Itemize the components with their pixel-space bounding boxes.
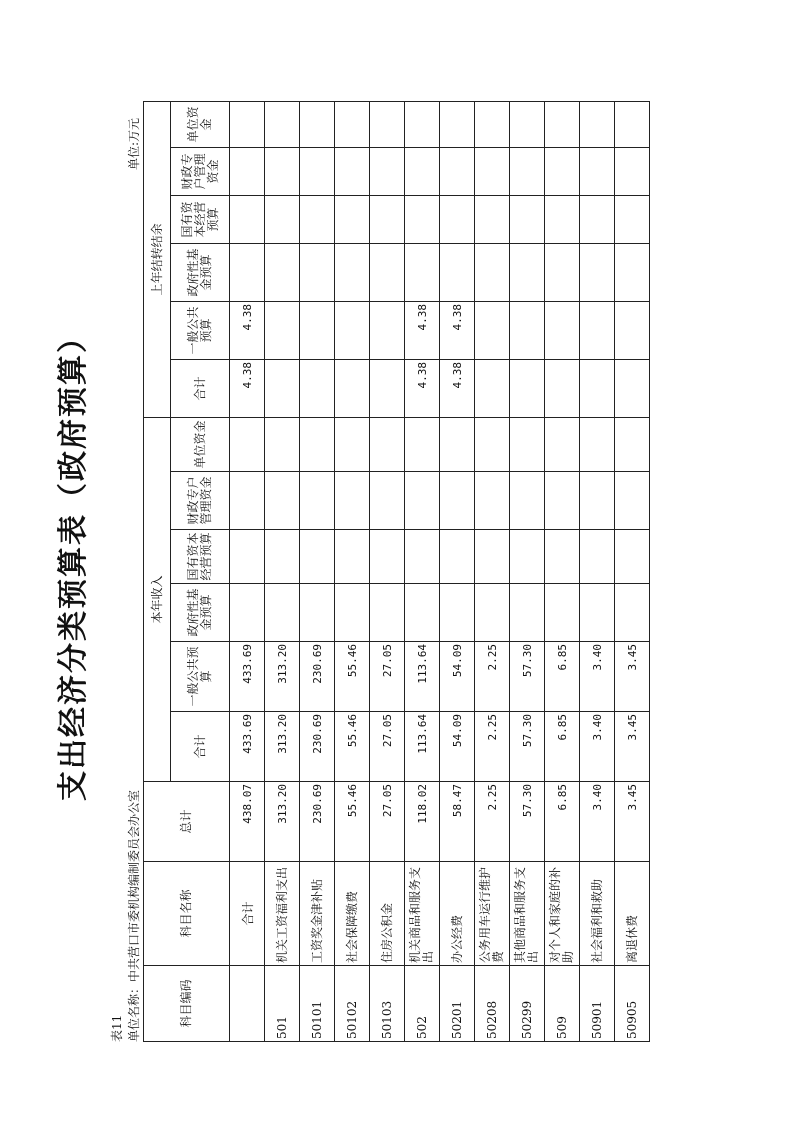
row-current-special-account bbox=[300, 472, 335, 530]
row-current-general: 433.69 bbox=[230, 642, 265, 712]
unit-name: 单位名称：中共营口市委机构编制委员会办公室 bbox=[127, 789, 141, 1042]
row-carry-unit-funds bbox=[510, 101, 545, 147]
row-current-special-account bbox=[545, 472, 580, 530]
row-name: 工资奖金津补贴 bbox=[300, 862, 335, 966]
row-carry-fund bbox=[545, 243, 580, 301]
row-carry-special-account bbox=[230, 147, 265, 195]
row-total: 57.30 bbox=[510, 782, 545, 862]
row-carry-fund bbox=[230, 243, 265, 301]
table-row bbox=[580, 101, 615, 1041]
row-current-general: 113.64 bbox=[405, 642, 440, 712]
row-carry-unit-funds bbox=[370, 101, 405, 147]
table-row bbox=[615, 101, 650, 1041]
row-code: 50299 bbox=[510, 966, 545, 1042]
header-carry-total: 合计 bbox=[171, 359, 230, 417]
row-carry-fund bbox=[405, 243, 440, 301]
row-current-fund bbox=[615, 584, 650, 642]
row-current-state-capital bbox=[335, 530, 370, 584]
row-name: 离退休费 bbox=[615, 862, 650, 966]
row-current-total: 313.20 bbox=[265, 712, 300, 782]
row-carry-fund bbox=[300, 243, 335, 301]
row-carry-state-capital bbox=[545, 195, 580, 243]
row-carry-total bbox=[475, 359, 510, 417]
header-carry-general: 一般公共预算 bbox=[171, 301, 230, 359]
row-carry-general bbox=[580, 301, 615, 359]
row-current-special-account bbox=[370, 472, 405, 530]
row-current-unit-funds bbox=[405, 417, 440, 471]
row-current-special-account bbox=[265, 472, 300, 530]
row-name: 社会保障缴费 bbox=[335, 862, 370, 966]
row-code: 50905 bbox=[615, 966, 650, 1042]
row-carry-total bbox=[545, 359, 580, 417]
row-current-state-capital bbox=[405, 530, 440, 584]
row-current-fund bbox=[265, 584, 300, 642]
row-carry-total bbox=[510, 359, 545, 417]
row-carry-unit-funds bbox=[545, 101, 580, 147]
budget-table bbox=[143, 101, 650, 1042]
row-current-general: 2.25 bbox=[475, 642, 510, 712]
table-row bbox=[230, 101, 265, 1041]
row-current-total: 55.46 bbox=[335, 712, 370, 782]
row-current-special-account bbox=[510, 472, 545, 530]
header-name: 科目名称 bbox=[144, 862, 230, 966]
row-current-fund bbox=[580, 584, 615, 642]
row-carry-state-capital bbox=[580, 195, 615, 243]
row-current-unit-funds bbox=[370, 417, 405, 471]
row-carry-special-account bbox=[475, 147, 510, 195]
row-current-total: 57.30 bbox=[510, 712, 545, 782]
row-current-total: 3.40 bbox=[580, 712, 615, 782]
row-current-unit-funds bbox=[335, 417, 370, 471]
row-current-fund bbox=[370, 584, 405, 642]
row-current-state-capital bbox=[300, 530, 335, 584]
row-total: 6.85 bbox=[545, 782, 580, 862]
row-carry-unit-funds bbox=[615, 101, 650, 147]
row-current-state-capital bbox=[440, 530, 475, 584]
row-current-state-capital bbox=[265, 530, 300, 584]
row-total: 27.05 bbox=[370, 782, 405, 862]
row-current-total: 230.69 bbox=[300, 712, 335, 782]
row-current-general: 313.20 bbox=[265, 642, 300, 712]
header-current-total: 合计 bbox=[171, 712, 230, 782]
table-row bbox=[265, 101, 300, 1041]
table-row bbox=[405, 101, 440, 1041]
row-total: 58.47 bbox=[440, 782, 475, 862]
row-name: 社会福利和救助 bbox=[580, 862, 615, 966]
row-carry-special-account bbox=[510, 147, 545, 195]
row-current-state-capital bbox=[370, 530, 405, 584]
table-row bbox=[510, 101, 545, 1041]
header-carry-fund: 政府性基金预算 bbox=[171, 243, 230, 301]
row-carry-fund bbox=[335, 243, 370, 301]
row-carry-state-capital bbox=[265, 195, 300, 243]
row-name: 住房公积金 bbox=[370, 862, 405, 966]
row-carry-fund bbox=[475, 243, 510, 301]
row-carry-state-capital bbox=[300, 195, 335, 243]
row-carry-special-account bbox=[300, 147, 335, 195]
row-carry-special-account bbox=[440, 147, 475, 195]
row-current-general: 27.05 bbox=[370, 642, 405, 712]
row-name: 对个人和家庭的补助 bbox=[545, 862, 580, 966]
row-carry-total bbox=[615, 359, 650, 417]
row-total: 3.45 bbox=[615, 782, 650, 862]
row-name: 办公经费 bbox=[440, 862, 475, 966]
row-current-unit-funds bbox=[265, 417, 300, 471]
row-carry-general bbox=[370, 301, 405, 359]
row-carry-unit-funds bbox=[230, 101, 265, 147]
row-current-general: 57.30 bbox=[510, 642, 545, 712]
table-row bbox=[335, 101, 370, 1041]
row-current-total: 6.85 bbox=[545, 712, 580, 782]
row-current-general: 230.69 bbox=[300, 642, 335, 712]
row-current-fund bbox=[230, 584, 265, 642]
row-carry-general bbox=[615, 301, 650, 359]
row-carry-general: 4.38 bbox=[440, 301, 475, 359]
table-row bbox=[545, 101, 580, 1041]
row-carry-total: 4.38 bbox=[230, 359, 265, 417]
row-name: 合计 bbox=[230, 862, 265, 966]
row-carry-state-capital bbox=[510, 195, 545, 243]
row-carry-unit-funds bbox=[335, 101, 370, 147]
row-current-fund bbox=[440, 584, 475, 642]
row-current-total: 2.25 bbox=[475, 712, 510, 782]
row-carry-unit-funds bbox=[580, 101, 615, 147]
row-current-special-account bbox=[615, 472, 650, 530]
row-carry-total: 4.38 bbox=[440, 359, 475, 417]
row-code: 50208 bbox=[475, 966, 510, 1042]
row-carry-state-capital bbox=[405, 195, 440, 243]
table-row bbox=[370, 101, 405, 1041]
row-carry-unit-funds bbox=[440, 101, 475, 147]
header-current-year: 本年收入 bbox=[144, 417, 171, 781]
row-carry-unit-funds bbox=[475, 101, 510, 147]
header-carry-state-capital: 国有资本经营预算 bbox=[171, 195, 230, 243]
row-current-total: 433.69 bbox=[230, 712, 265, 782]
row-code: 50101 bbox=[300, 966, 335, 1042]
row-code: 50901 bbox=[580, 966, 615, 1042]
row-carry-general bbox=[475, 301, 510, 359]
table-row bbox=[300, 101, 335, 1041]
row-carry-special-account bbox=[405, 147, 440, 195]
row-carry-special-account bbox=[545, 147, 580, 195]
row-current-fund bbox=[300, 584, 335, 642]
header-carry-unit-funds: 单位资金 bbox=[171, 101, 230, 147]
header-current-fund: 政府性基金预算 bbox=[171, 584, 230, 642]
row-current-state-capital bbox=[545, 530, 580, 584]
row-carry-unit-funds bbox=[265, 101, 300, 147]
row-carry-state-capital bbox=[440, 195, 475, 243]
row-current-fund bbox=[335, 584, 370, 642]
row-carry-state-capital bbox=[230, 195, 265, 243]
row-current-unit-funds bbox=[615, 417, 650, 471]
row-carry-fund bbox=[580, 243, 615, 301]
row-total: 118.02 bbox=[405, 782, 440, 862]
row-carry-state-capital bbox=[370, 195, 405, 243]
row-code: 509 bbox=[545, 966, 580, 1042]
row-carry-unit-funds bbox=[300, 101, 335, 147]
row-carry-total: 4.38 bbox=[405, 359, 440, 417]
row-name: 机关工资福利支出 bbox=[265, 862, 300, 966]
row-carry-general bbox=[545, 301, 580, 359]
row-carry-total bbox=[335, 359, 370, 417]
row-code: 502 bbox=[405, 966, 440, 1042]
row-current-special-account bbox=[440, 472, 475, 530]
table-row bbox=[440, 101, 475, 1041]
unit-of-measure: 单位:万元 bbox=[127, 118, 141, 171]
row-carry-general bbox=[300, 301, 335, 359]
row-current-total: 3.45 bbox=[615, 712, 650, 782]
header-code: 科目编码 bbox=[144, 966, 230, 1042]
row-carry-general: 4.38 bbox=[405, 301, 440, 359]
row-carry-state-capital bbox=[335, 195, 370, 243]
row-carry-special-account bbox=[615, 147, 650, 195]
row-carry-state-capital bbox=[475, 195, 510, 243]
row-current-state-capital bbox=[475, 530, 510, 584]
row-current-general: 3.40 bbox=[580, 642, 615, 712]
row-carry-special-account bbox=[580, 147, 615, 195]
row-current-special-account bbox=[335, 472, 370, 530]
row-current-special-account bbox=[580, 472, 615, 530]
row-current-fund bbox=[475, 584, 510, 642]
row-current-general: 54.09 bbox=[440, 642, 475, 712]
row-carry-fund bbox=[265, 243, 300, 301]
row-total: 313.20 bbox=[265, 782, 300, 862]
row-current-general: 3.45 bbox=[615, 642, 650, 712]
header-total: 总计 bbox=[144, 782, 230, 862]
row-current-state-capital bbox=[615, 530, 650, 584]
row-carry-total bbox=[370, 359, 405, 417]
row-carry-general: 4.38 bbox=[230, 301, 265, 359]
header-current-general: 一般公共预算 bbox=[171, 642, 230, 712]
row-current-unit-funds bbox=[580, 417, 615, 471]
row-carry-fund bbox=[370, 243, 405, 301]
header-current-unit-funds: 单位资金 bbox=[171, 417, 230, 471]
header-carryover: 上年结转结余 bbox=[144, 101, 171, 417]
row-carry-special-account bbox=[265, 147, 300, 195]
row-carry-state-capital bbox=[615, 195, 650, 243]
row-current-general: 6.85 bbox=[545, 642, 580, 712]
row-code: 50102 bbox=[335, 966, 370, 1042]
row-code: 501 bbox=[265, 966, 300, 1042]
row-current-special-account bbox=[230, 472, 265, 530]
row-name: 公务用车运行维护费 bbox=[475, 862, 510, 966]
row-current-state-capital bbox=[580, 530, 615, 584]
header-current-special-account: 财政专户管理资金 bbox=[171, 472, 230, 530]
row-carry-general bbox=[335, 301, 370, 359]
row-current-unit-funds bbox=[440, 417, 475, 471]
row-current-total: 54.09 bbox=[440, 712, 475, 782]
row-current-fund bbox=[545, 584, 580, 642]
row-carry-special-account bbox=[370, 147, 405, 195]
table-row bbox=[475, 101, 510, 1041]
row-current-unit-funds bbox=[475, 417, 510, 471]
row-carry-total bbox=[580, 359, 615, 417]
row-total: 230.69 bbox=[300, 782, 335, 862]
row-name: 机关商品和服务支出 bbox=[405, 862, 440, 966]
row-carry-fund bbox=[615, 243, 650, 301]
row-current-total: 27.05 bbox=[370, 712, 405, 782]
row-current-unit-funds bbox=[545, 417, 580, 471]
row-code: 50201 bbox=[440, 966, 475, 1042]
row-total: 3.40 bbox=[580, 782, 615, 862]
table-number: 表11 bbox=[110, 1014, 124, 1042]
row-carry-unit-funds bbox=[405, 101, 440, 147]
row-carry-general bbox=[265, 301, 300, 359]
row-carry-general bbox=[510, 301, 545, 359]
row-current-unit-funds bbox=[230, 417, 265, 471]
row-carry-special-account bbox=[335, 147, 370, 195]
row-current-state-capital bbox=[510, 530, 545, 584]
row-name: 其他商品和服务支出 bbox=[510, 862, 545, 966]
row-current-state-capital bbox=[230, 530, 265, 584]
row-current-fund bbox=[405, 584, 440, 642]
row-total: 438.07 bbox=[230, 782, 265, 862]
row-carry-fund bbox=[440, 243, 475, 301]
row-current-unit-funds bbox=[510, 417, 545, 471]
row-carry-total bbox=[265, 359, 300, 417]
row-current-fund bbox=[510, 584, 545, 642]
row-carry-fund bbox=[510, 243, 545, 301]
row-current-general: 55.46 bbox=[335, 642, 370, 712]
row-total: 2.25 bbox=[475, 782, 510, 862]
header-carry-special-account: 财政专户管理资金 bbox=[171, 147, 230, 195]
row-code bbox=[230, 966, 265, 1042]
table-body bbox=[230, 101, 650, 1041]
row-carry-total bbox=[300, 359, 335, 417]
row-total: 55.46 bbox=[335, 782, 370, 862]
row-current-unit-funds bbox=[300, 417, 335, 471]
header-current-state-capital: 国有资本经营预算 bbox=[171, 530, 230, 584]
row-current-special-account bbox=[405, 472, 440, 530]
row-code: 50103 bbox=[370, 966, 405, 1042]
page-title: 支出经济分类预算表（政府预算） bbox=[56, 321, 91, 801]
row-current-total: 113.64 bbox=[405, 712, 440, 782]
row-current-special-account bbox=[475, 472, 510, 530]
